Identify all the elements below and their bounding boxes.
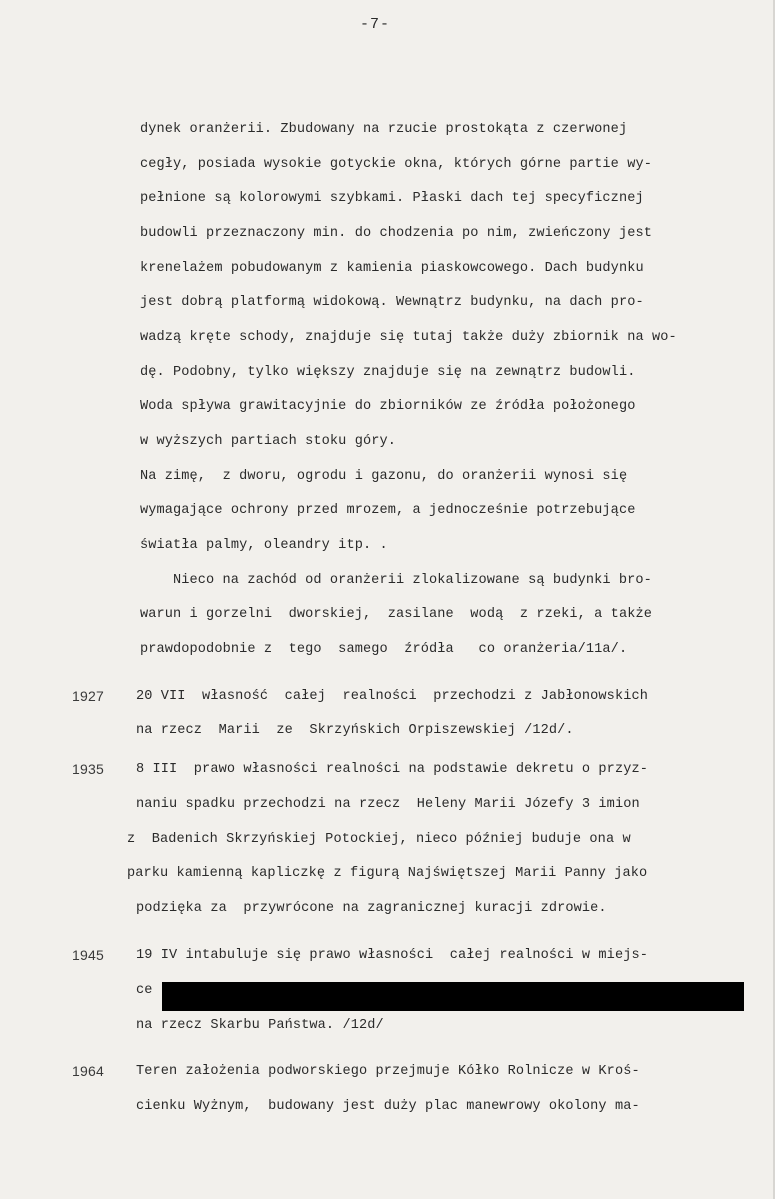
text-line: światła palmy, oleandry itp. . (140, 538, 388, 553)
year-label: 1935 (72, 761, 104, 777)
text-line: 8 III prawo własności realności na podstawie dekretu o przyz- (136, 762, 648, 777)
text-line: na rzecz Skarbu Państwa. /12d/ (136, 1018, 384, 1033)
text-line: na rzecz Marii ze Skrzyńskich Orpiszewskiej /12d/. (136, 723, 574, 738)
text-line: Woda spływa grawitacyjnie do zbiorników ze źródła położonego (140, 399, 636, 414)
text-line: prawdopodobnie z tego samego źródła co oranżeria/11a/. (140, 642, 628, 657)
text-line: warun i gorzelni dworskiej, zasilane wodą z rzeki, a także (140, 607, 652, 622)
text-line: parku kamienną kapliczkę z figurą Najświętszej Marii Panny jako (127, 866, 648, 881)
text-line: cienku Wyżnym, budowany jest duży plac manewrowy okolony ma- (136, 1099, 640, 1114)
text-line: naniu spadku przechodzi na rzecz Heleny Marii Józefy 3 imion (136, 797, 640, 812)
text-line: cegły, posiada wysokie gotyckie okna, których górne partie wy- (140, 157, 652, 172)
text-line: z Badenich Skrzyńskiej Potockiej, nieco później buduje ona w (127, 832, 631, 847)
text-line: Teren założenia podworskiego przejmuje Kółko Rolnicze w Kroś- (136, 1064, 640, 1079)
text-line: 20 VII własność całej realności przechodzi z Jabłonowskich (136, 689, 648, 704)
year-label: 1927 (72, 688, 104, 704)
year-label: 1964 (72, 1063, 104, 1079)
text-line: wadzą kręte schody, znajduje się tutaj także duży zbiornik na wo- (140, 330, 677, 345)
text-line: Na zimę, z dworu, ogrodu i gazonu, do oranżerii wynosi się (140, 469, 628, 484)
text-line: 19 IV intabuluje się prawo własności całej realności w miejs- (136, 948, 648, 963)
text-line: wymagające ochrony przed mrozem, a jednocześnie potrzebujące (140, 503, 636, 518)
text-line: dę. Podobny, tylko większy znajduje się na zewnątrz budowli. (140, 365, 636, 380)
text-line: w wyższych partiach stoku góry. (140, 434, 396, 449)
text-line: jest dobrą platformą widokową. Wewnątrz budynku, na dach pro- (140, 295, 644, 310)
redaction-bar (162, 982, 744, 1011)
text-line: Nieco na zachód od oranżerii zlokalizowane są budynki bro- (173, 573, 652, 588)
text-line: podzięka za przywrócone na zagranicznej kuracji zdrowie. (136, 901, 607, 916)
text-line: dynek oranżerii. Zbudowany na rzucie prostokąta z czerwonej (140, 122, 628, 137)
year-label: 1945 (72, 947, 104, 963)
text-line: ce (136, 983, 153, 998)
page-number: -7- (360, 16, 391, 33)
text-line: pełnione są kolorowymi szybkami. Płaski dach tej specyficznej (140, 191, 644, 206)
text-line: krenelażem pobudowanym z kamienia piaskowcowego. Dach budynku (140, 261, 644, 276)
text-line: budowli przeznaczony min. do chodzenia po nim, zwieńczony jest (140, 226, 652, 241)
